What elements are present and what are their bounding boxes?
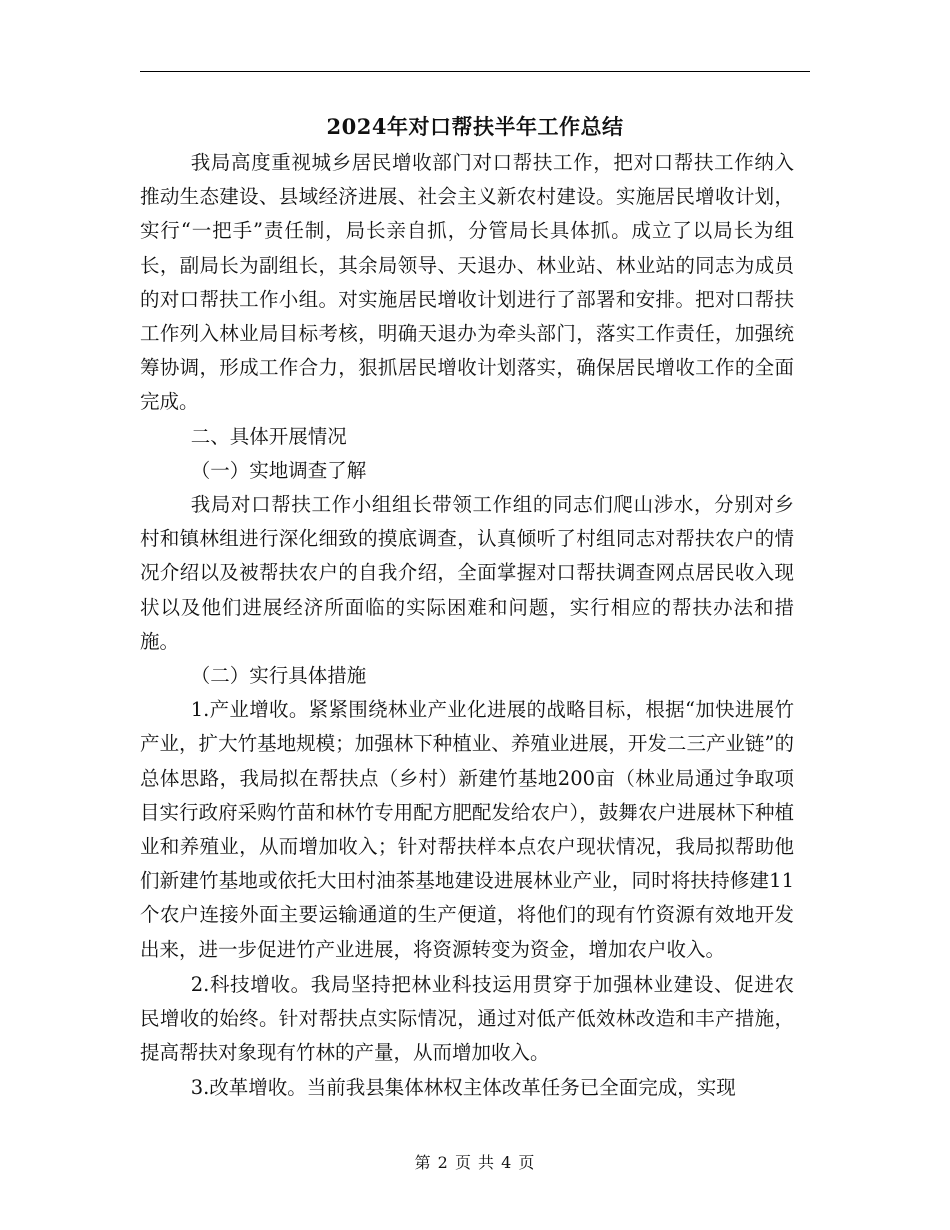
subsection-heading-2: （二）实行具体措施: [190, 664, 367, 688]
page-footer: 第 2 页 共 4 页: [414, 1153, 536, 1172]
header-rule: [140, 71, 810, 72]
paragraph-technology-income: 2.科技增收。我局坚持把林业科技运用贯穿于加强林业建设、促进农民增收的始终。针对帮扶点实际情况，通过对低产低效林改造和丰产措施，提高帮扶对象现有竹林的产量，从而增加收入。: [140, 972, 794, 1065]
paragraph-reform-income: 3.改革增收。当前我县集体林权主体改革任务已全面完成，实现: [190, 1076, 736, 1100]
document-title: 2024年对口帮扶半年工作总结: [326, 114, 624, 139]
section-heading-2: 二、具体开展情况: [190, 424, 347, 448]
paragraph-industry-income: 1.产业增收。紧紧围绕林业产业化进展的战略目标，根据“加快进展竹产业，扩大竹基地规模；加强林下种植业、养殖业进展，开发二三产业链”的总体思路，我局拟在帮扶点（乡村）新建竹基地200亩（林业局通过争取项目实行政府采购竹苗和林竹专用配方肥配发给农户），鼓舞农户进展林下种植业和养殖业，从而增加收入；针对帮扶样本点农户现状情况，我局拟帮助他们新建竹基地或依托大田村油茶基地建设进展林业产业，同时将扶持修建11个农户连接外面主要运输通道的生产便道，将他们的现有竹资源有效地开发出来，进一步促进竹产业进展，将资源转变为资金，增加农户收入。: [140, 698, 794, 961]
paragraph-survey: 我局对口帮扶工作小组组长带领工作组的同志们爬山涉水，分别对乡村和镇林组进行深化细致的摸底调查，认真倾听了村组同志对帮扶农户的情况介绍以及被帮扶农户的自我介绍，全面掌握对口帮扶调查网点居民收入现状以及他们进展经济所面临的实际困难和问题，实行相应的帮扶办法和措施。: [140, 493, 794, 653]
subsection-heading-1: （一）实地调查了解: [190, 458, 367, 482]
paragraph-intro: 我局高度重视城乡居民增收部门对口帮扶工作，把对口帮扶工作纳入推动生态建设、县域经济进展、社会主义新农村建设。实施居民增收计划，实行“一把手”责任制，局长亲自抓，分管局长具体抓。成立了以局长为组长，副局长为副组长，其余局领导、天退办、林业站、林业站的同志为成员的对口帮扶工作小组。对实施居民增收计划进行了部署和安排。把对口帮扶工作列入林业局目标考核，明确天退办为牵头部门，落实工作责任，加强统筹协调，形成工作合力，狠抓居民增收计划落实，确保居民增收工作的全面完成。: [140, 151, 794, 414]
document-body: [140, 146, 794, 1106]
